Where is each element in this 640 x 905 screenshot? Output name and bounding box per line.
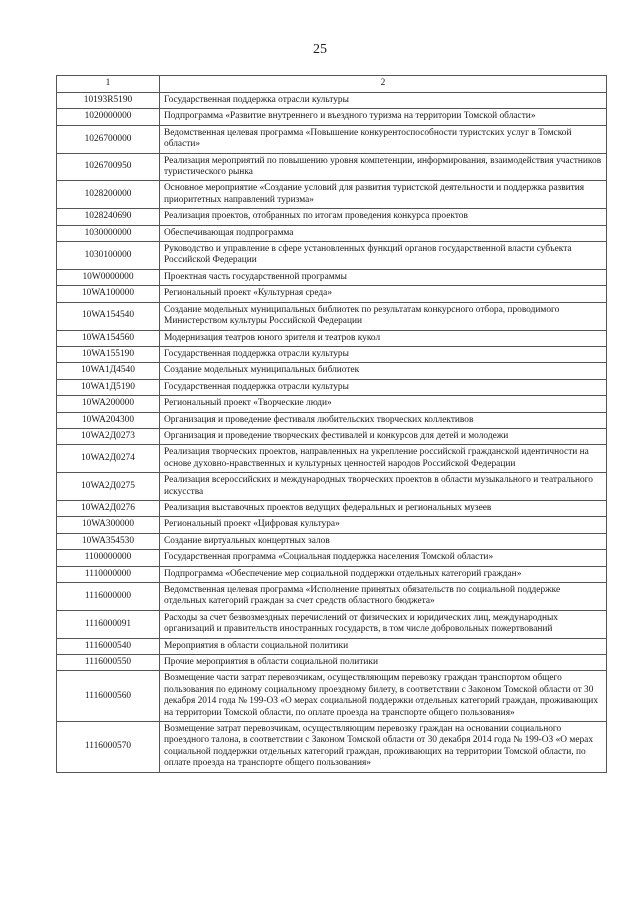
table-row [57,445,607,473]
table-row [57,286,607,302]
row-description: Создание модельных муниципальных библиотек по результатам конкурсного отбора, проводимого Министерством культуры Российской Федерации [160,302,607,330]
row-code: 10WA2Д0276 [57,500,160,516]
row-code: 10WA300000 [57,517,160,533]
table-row [57,181,607,209]
table-row [57,209,607,225]
row-description: Ведомственная целевая программа «Исполнение принятых обязательств по социальной поддержке отдельных категорий граждан за счет средств областного бюджета» [160,583,607,611]
row-code: 1110000000 [57,566,160,582]
table-row [57,671,607,722]
row-code: 1028200000 [57,181,160,209]
row-code: 1116000550 [57,655,160,671]
row-code: 1116000570 [57,722,160,773]
row-code: 10WA200000 [57,396,160,412]
table-row [57,655,607,671]
column-header-name: 2 [160,76,607,93]
table-row [57,412,607,428]
row-code: 10WA204300 [57,412,160,428]
row-code: 1026700000 [57,125,160,153]
row-description: Государственная поддержка отрасли культуры [160,379,607,395]
table-body [57,93,607,773]
page-number: 25 [313,42,327,57]
table-row [57,242,607,270]
table-row [57,428,607,444]
row-description: Реализация всероссийских и международных творческих проектов в области музыкального и театрального искусства [160,473,607,501]
table-row [57,93,607,109]
row-code: 10WA100000 [57,286,160,302]
table-row [57,500,607,516]
row-code: 1026700950 [57,153,160,181]
table-row [57,550,607,566]
row-description: Реализация мероприятий по повышению уровня компетенции, информирования, взаимодействия участников туристического рынка [160,153,607,181]
table-header-row [57,76,607,93]
budget-classification-table [56,75,607,773]
row-description: Государственная поддержка отрасли культуры [160,346,607,362]
row-description: Модернизация театров юного зрителя и театров кукол [160,330,607,346]
table-row [57,610,607,638]
row-code: 10WA1Д5190 [57,379,160,395]
table-row [57,638,607,654]
row-description: Мероприятия в области социальной политики [160,638,607,654]
row-code: 1116000000 [57,583,160,611]
row-code: 1116000560 [57,671,160,722]
row-description: Реализация проектов, отобранных по итогам проведения конкурса проектов [160,209,607,225]
table-row [57,722,607,773]
table-row [57,330,607,346]
row-code: 10WA2Д0273 [57,428,160,444]
row-description: Расходы за счет безвозмездных перечислений от физических и юридических лиц, международных организаций и правительств иностранных государств, в том числе добровольных пожертвований [160,610,607,638]
row-code: 1116000091 [57,610,160,638]
row-code: 1030000000 [57,225,160,241]
table-row [57,302,607,330]
row-code: 10WA2Д0275 [57,473,160,501]
table-row [57,566,607,582]
row-code: 10WA155190 [57,346,160,362]
row-description: Руководство и управление в сфере установленных функций органов государственной власти субъекта Российской Федерации [160,242,607,270]
row-code: 10W0000000 [57,269,160,285]
row-description: Государственная поддержка отрасли культуры [160,93,607,109]
row-code: 1116000540 [57,638,160,654]
row-description: Региональный проект «Культурная среда» [160,286,607,302]
row-description: Организация и проведение творческих фестивалей и конкурсов для детей и молодежи [160,428,607,444]
row-description: Подпрограмма «Развитие внутреннего и въездного туризма на территории Томской области» [160,109,607,125]
row-code: 10WA2Д0274 [57,445,160,473]
row-description: Организация и проведение фестиваля любительских творческих коллективов [160,412,607,428]
row-description: Возмещение затрат перевозчикам, осуществляющим перевозку граждан на основании социального проездного талона, в соответствии с Законом Томской области от 30 декабря 2014 года № 199-ОЗ «О мерах социальной поддержки отдельных категорий граждан, проживающих на территории Томской области, по оплате проезда на транспорте общего пользования» [160,722,607,773]
table-row [57,517,607,533]
row-code: 10WA1Д4540 [57,363,160,379]
row-code: 1100000000 [57,550,160,566]
row-description: Региональный проект «Творческие люди» [160,396,607,412]
row-description: Возмещение части затрат перевозчикам, осуществляющим перевозку граждан транспортом общего пользования по единому социальному проездному билету, в соответствии с Законом Томской области от 30 декабря 2014 года № 199-ОЗ «О мерах социальной поддержки отдельных категорий граждан, проживающих на территории Томской области, по оплате проезда на транспорте общего пользования» [160,671,607,722]
row-description: Обеспечивающая подпрограмма [160,225,607,241]
row-description: Создание модельных муниципальных библиотек [160,363,607,379]
row-description: Реализация выставочных проектов ведущих федеральных и региональных музеев [160,500,607,516]
row-description: Создание виртуальных концертных залов [160,533,607,549]
table-row [57,153,607,181]
row-description: Региональный проект «Цифровая культура» [160,517,607,533]
row-description: Проектная часть государственной программы [160,269,607,285]
row-description: Реализация творческих проектов, направленных на укрепление российской гражданской идентичности на основе духовно-нравственных и культурных ценностей народов Российской Федерации [160,445,607,473]
row-code: 10193R5190 [57,93,160,109]
table-row [57,109,607,125]
row-description: Основное мероприятие «Создание условий для развития туристской деятельности и поддержка развития приоритетных направлений туризма» [160,181,607,209]
row-code: 1020000000 [57,109,160,125]
table-row [57,533,607,549]
row-code: 1030100000 [57,242,160,270]
table-row [57,125,607,153]
row-description: Ведомственная целевая программа «Повышение конкурентоспособности туристских услуг в Томской области» [160,125,607,153]
row-code: 10WA154540 [57,302,160,330]
table-row [57,583,607,611]
table-row [57,363,607,379]
table-row [57,379,607,395]
column-header-code: 1 [57,76,160,93]
row-code: 1028240690 [57,209,160,225]
table-row [57,473,607,501]
row-description: Государственная программа «Социальная поддержка населения Томской области» [160,550,607,566]
table-row [57,396,607,412]
row-description: Подпрограмма «Обеспечение мер социальной поддержки отдельных категорий граждан» [160,566,607,582]
table-row [57,346,607,362]
table-row [57,269,607,285]
table-row [57,225,607,241]
row-description: Прочие мероприятия в области социальной политики [160,655,607,671]
row-code: 10WA354530 [57,533,160,549]
row-code: 10WA154560 [57,330,160,346]
